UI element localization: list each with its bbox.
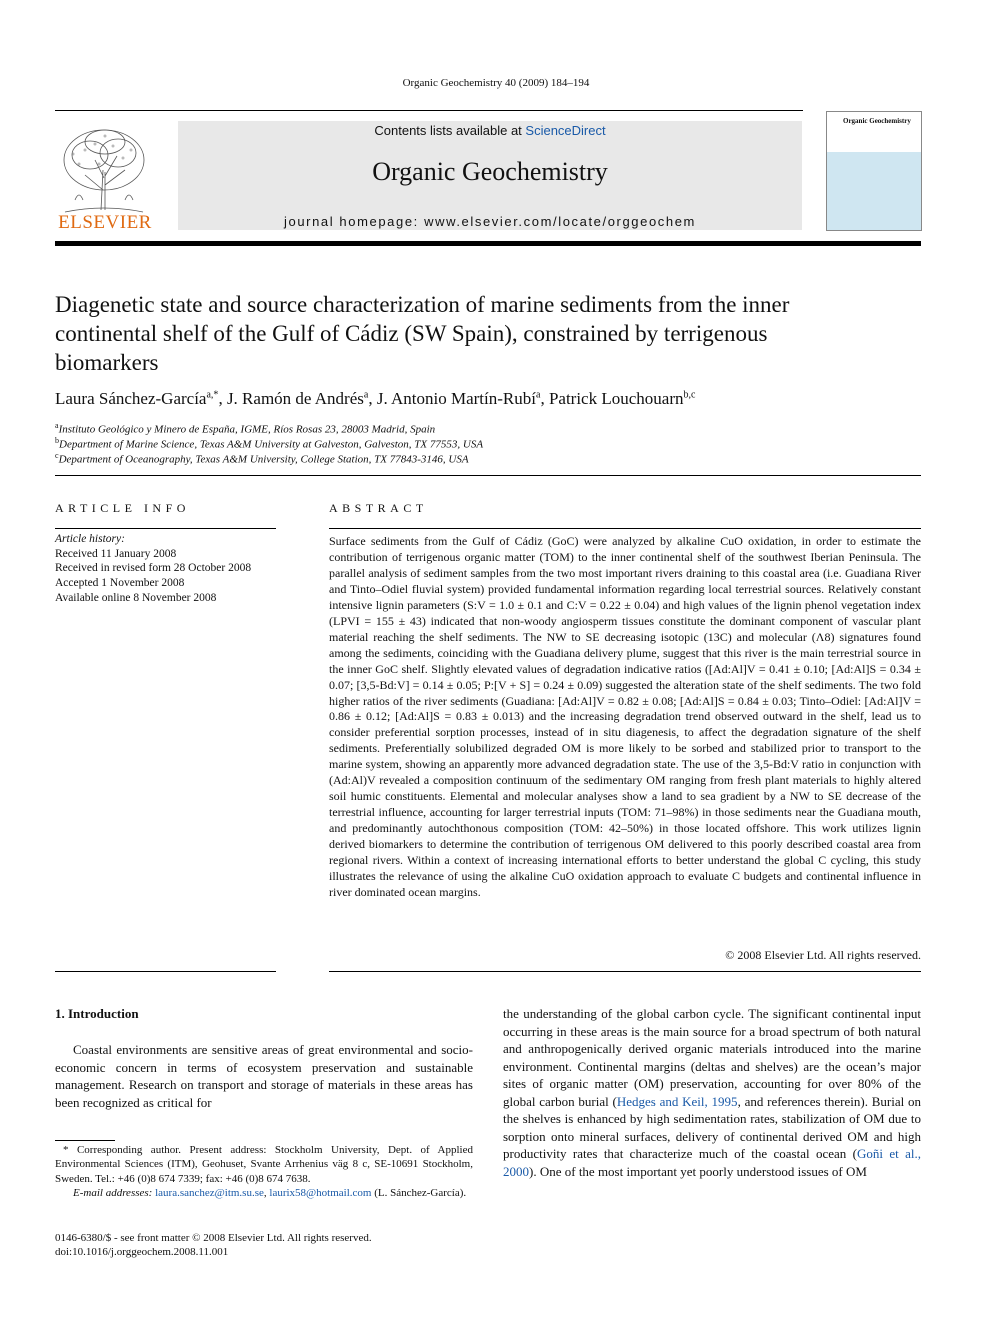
sciencedirect-link[interactable]: ScienceDirect [525,123,606,138]
doi-line[interactable]: doi:10.1016/j.orggeochem.2008.11.001 [55,1246,229,1258]
header-thick-rule [55,241,921,246]
affiliation [55,436,483,451]
affiliation-mark: c [55,451,59,460]
journal-cover-thumbnail [826,111,922,231]
footnote-rule [55,1140,115,1141]
contents-line [178,123,802,138]
reference-link[interactable]: Hedges and Keil, 1995 [616,1093,738,1109]
journal-citation: Organic Geochemistry 40 (2009) 184–194 [402,77,590,89]
email-suffix: (L. Sánchez-García). [374,1186,467,1199]
email-link[interactable]: laurix58@hotmail.com [269,1186,372,1199]
section-heading-introduction: 1. Introduction [55,1006,139,1021]
author-name[interactable]: Laura Sánchez-García [55,389,207,408]
email-separator: , [263,1186,267,1199]
journal-homepage[interactable]: journal homepage: www.elsevier.com/locate/orggeochem [284,214,696,229]
body-text: ). One of the most important yet poorly understood issues of OM [529,1163,867,1179]
online-date: Available online 8 November 2008 [55,591,217,604]
article-info-rule [55,528,276,529]
body-text: , and references therein). Burial on the shelves is enhanced by high sedimentation rates, stabilization of OM due to sorption onto mineral surfaces, delivery of continental derived OM and high productivity rates that characterize much of the coastal ocean ( [503,1093,922,1161]
journal-banner [178,121,802,230]
imprint [55,1231,473,1259]
body-text: Coastal environments are sensitive areas of great environmental and socio-economic concern in terms of ecosystem preservation and sustainable management. Research on transport and storage of materials in these areas has been recognized as critical for [55,1042,473,1110]
author-name[interactable]: J. Ramón de Andrés [226,389,364,408]
body-paragraph [503,1005,921,1180]
author-affil-mark: b,c [683,389,696,401]
affiliation [55,451,469,466]
issn-line: 0146-6380/$ - see front matter © 2008 Elsevier Ltd. All rights reserved. [55,1232,372,1244]
author-affil-mark: a [363,389,369,401]
title-rule [55,475,921,476]
accepted-date: Accepted 1 November 2008 [55,577,185,590]
author-name[interactable]: Patrick Louchouarn [548,389,684,408]
header-rule [55,110,803,111]
footnote-text: * Corresponding author. Present address: Stockholm University, Dept. of Applied Environmental Sciences (ITM), Geohuset, Svante Arrhenius väg 8 c, SE-10691 Stockholm, Sweden. Tel.: +46 (0)8 674 7339; fax: +46 (0)8 674 7638. [55,1144,473,1185]
email-link[interactable]: laura.sanchez@itm.su.se [155,1186,264,1199]
body-text: the understanding of the global carbon cycle. The significant continental input occurring in these areas is the main source for a broad spectrum of both natural and anthropogenically derived organic materials introduced into the marine environment. Continental margins (deltas and shelves) are the ocean’s major sites of organic matter (OM) preservation, accounting for over 80% of the global carbon burial ( [503,1006,921,1109]
footnote-emails [55,1186,473,1200]
cover-title: Organic Geochemistry [843,117,911,125]
publisher-wordmark: ELSEVIER [58,212,152,233]
abstract-rule [329,528,921,529]
affiliation-mark: a [55,421,59,430]
email-label: E-mail addresses: [73,1186,153,1199]
history-label: Article history: [55,533,125,545]
article-info-bottom-rule [55,971,276,972]
affiliation-text: Instituto Geológico y Minero de España, IGME, Ríos Rosas 23, 28003 Madrid, Spain [58,423,436,436]
abstract-copyright: © 2008 Elsevier Ltd. All rights reserved. [725,948,921,962]
article-title: Diagenetic state and source characterization of marine sediments from the inner continental shelf of the Gulf of Cádiz (SW Spain), constrained by terrigenous biomarkers [55,292,790,375]
author-affil-mark: a,* [206,389,219,401]
article-history [55,532,276,606]
affiliation [55,421,435,436]
author-affil-mark: a [535,389,541,401]
corresponding-author-footnote [55,1143,473,1200]
cover-body [827,152,921,230]
reference-link[interactable]: Goñi et al., 2000 [503,1146,921,1179]
abstract-bottom-rule [329,971,921,972]
contents-prefix: Contents lists available at [374,123,526,138]
abstract-text: Surface sediments from the Gulf of Cádiz (GoC) were analyzed by alkaline CuO oxidation, in order to estimate the contribution of terrigenous organic matter (TOM) to the inner continental shelf of the southwest Iberian Peninsula. The parallel analysis of sediment samples from the two most important rivers draining to this coastal area (i.e. Guadiana River and Tinto–Odiel fluvial system) provided fundamental information regarding local terrestrial sources. Relatively constant intensive lignin parameters (S:V = 1.0 ± 0.1 and C:V = 0.22 ± 0.04) and high values of the lignin phenol vegetation index (LPVI = 155 ± 43) indicated that non-woody angiosperm tissues constitute the dominant component of vascular plant material reaching the shelf sediments. The NW to SE decreasing isotopic (13C) and molecular (Λ8) signatures found among the sediments, coinciding with the Guadiana delivery plume, suggest that this river is the main terrestrial source in the inner GoC shelf. Slightly elevated values of degradation indicative ratios ([Ad:Al]V = 0.41 ± 0.10; [Ad:Al]S = 0.34 ± 0.07; [3,5-Bd:V] = 0.14 ± 0.05; P:[V + S] = 0.24 ± 0.09) suggested the alteration state of the shelf sediments. The two fold higher ratios of the river sediments (Guadiana: [Ad:Al]V = 0.82 ± 0.08; [Ad:Al]S = 0.84 ± 0.03; Tinto–Odiel: [Ad:Al]V = 0.86 ± 0.12; [Ad:Al]S = 0.83 ± 0.013) and the increasing degradation trend observed outward in the shelf, lead us to consider preferential sorption processes, instead of in situ diagenesis, to affect the degradation signature of the shelf sediments. Preferentially solubilized degraded OM is more likely to be sorbed and stabilized prior to transport to the marine system, showing an apparently more advanced degradation state. The use of the 3,5-Bd:V ratio in conjunction with (Ad:Al)V revealed a composition continuum of the sedimentary OM ranging from fresh plant materials to highly altered soil humic constituents. Elemental and molecular analyses show a land to sea gradient by a NW to SE decrease of the terrestrial influence, accounting for larger terrestrial inputs (TOM: 71–98%) in those sediments near the Guadiana mouth, and predominantly autochthonous composition (TOM: 42–50%) in those located offshore. This work utilizes lignin derived biomarkers to determine the contribution of terrigenous OM delivered to this poorly described coastal area from regional rivers. Within a context of increasing international efforts to better understand the global C cycling, this study illustrates the relevance of using the alkaline CuO oxidation approach to evaluate C budgets and continental influence in river dominated ocean margins. [329,534,921,899]
abstract-heading: ABSTRACT [329,501,428,515]
received-date: Received 11 January 2008 [55,547,177,560]
body-paragraph [55,1041,473,1111]
author-name[interactable]: J. Antonio Martín-Rubí [376,389,536,408]
journal-name: Organic Geochemistry [372,157,608,186]
affiliation-text: Department of Oceanography, Texas A&M University, College Station, TX 77843-3146, USA [58,453,469,466]
author-list: Laura Sánchez-García$^{a,*}$, J. Ramón de Andrés$^a$, J. Antonio Martín-Rubí$^a$, Patrick Louchouarn$^{b,c}$ [55,389,696,408]
article-info-heading: ARTICLE INFO [55,501,190,515]
affiliation-mark: b [55,436,59,445]
revised-date: Received in revised form 28 October 2008 [55,562,252,575]
affiliation-text: Department of Marine Science, Texas A&M University at Galveston, Galveston, TX 77553, USA [59,438,484,451]
